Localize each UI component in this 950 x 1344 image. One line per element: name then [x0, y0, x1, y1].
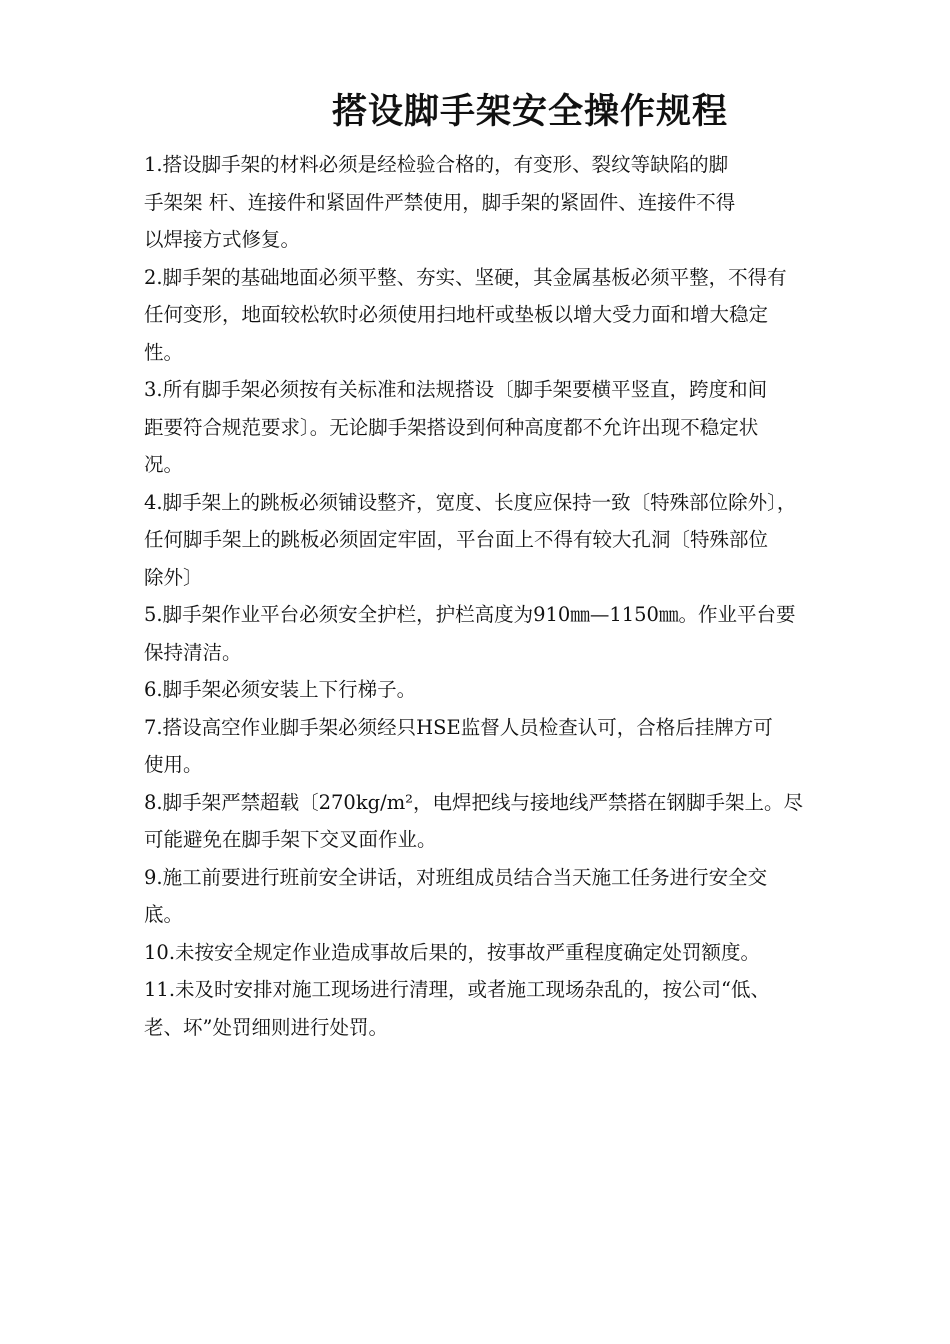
rule-line: 保持清洁。	[144, 640, 242, 664]
document-title: 搭设脚手架安全操作规程	[331, 92, 728, 132]
rule-line: 性。	[144, 340, 184, 364]
rule-line: 2.脚手架的基础地面必须平整、夯实、坚硬，其金属基板必须平整，不得有	[144, 265, 787, 289]
rule-line: 使用。	[144, 753, 203, 776]
rule-item-4	[144, 484, 864, 597]
rule-line: 7.搭设高空作业脚手架必须经只HSE监督人员检查认可，合格后挂牌方可	[144, 715, 773, 739]
rule-item-1	[144, 146, 864, 259]
rule-line: 8.脚手架严禁超载〔270kg/m²，电焊把线与接地线严禁搭在钢脚手架上。尽	[144, 790, 804, 814]
rule-item-8	[144, 784, 864, 859]
rules-list	[144, 146, 864, 1046]
rule-line: 任何变形，地面较松软时必须使用扫地杆或垫板以增大受力面和增大稳定	[144, 303, 769, 326]
rule-line: 以焊接方式修复。	[144, 228, 301, 251]
rule-item-7	[144, 709, 864, 784]
rule-line: 况。	[144, 453, 184, 476]
rule-line: 3.所有脚手架必须按有关标准和法规搭设〔脚手架要横平竖直，跨度和间	[144, 378, 768, 401]
rule-line: 底。	[144, 903, 184, 926]
rule-line: 10.未按安全规定作业造成事故后果的，按事故严重程度确定处罚额度。	[144, 940, 761, 964]
rule-line: 5.脚手架作业平台必须安全护栏，护栏高度为910㎜—1150㎜。作业平台要	[144, 603, 796, 626]
rule-item-6	[144, 671, 864, 709]
rule-line: 任何脚手架上的跳板必须固定牢固，平台面上不得有较大孔洞〔特殊部位	[144, 528, 769, 551]
rule-line: 6.脚手架必须安装上下行梯子。	[144, 678, 417, 701]
rule-line: 距要符合规范要求〕。无论脚手架搭设到何种高度都不允许出现不稳定状	[144, 415, 759, 439]
rule-line: 可能避免在脚手架下交叉面作业。	[144, 828, 437, 851]
rule-line: 老、坏”处罚细则进行处罚。	[144, 1015, 388, 1039]
rule-item-10	[144, 934, 864, 972]
rule-item-11	[144, 971, 864, 1046]
rule-item-3	[144, 371, 864, 484]
rule-item-9	[144, 859, 864, 934]
rule-line: 手架架 杆、连接件和紧固件严禁使用，脚手架的紧固件、连接件不得	[144, 190, 736, 214]
rule-item-2	[144, 259, 864, 372]
rule-line: 11.未及时安排对施工现场进行清理，或者施工现场杂乱的，按公司“低、	[144, 978, 770, 1001]
rule-line: 4.脚手架上的跳板必须铺设整齐，宽度、长度应保持一致〔特殊部位除外〕，	[144, 490, 797, 514]
rule-line: 1.搭设脚手架的材料必须是经检验合格的，有变形、裂纹等缺陷的脚	[144, 153, 729, 176]
rule-line: 除外〕	[144, 565, 203, 589]
rule-item-5	[144, 596, 864, 671]
rule-line: 9.施工前要进行班前安全讲话，对班组成员结合当天施工任务进行安全交	[144, 865, 768, 889]
